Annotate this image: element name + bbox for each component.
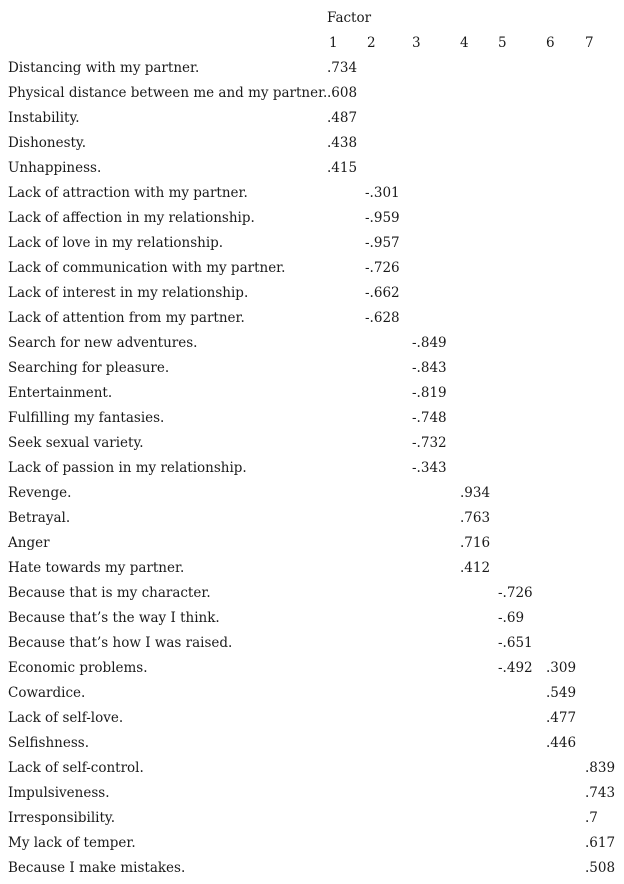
row-label: Distancing with my partner. (8, 60, 200, 76)
table-row (0, 309, 624, 334)
row-label: Lack of passion in my relationship. (8, 460, 247, 476)
row-label: Entertainment. (8, 385, 113, 401)
table-row (0, 109, 624, 134)
loading-cell-factor-7: .839 (585, 760, 616, 776)
loading-cell-factor-3: -.748 (412, 410, 447, 426)
loading-cell-factor-5: -.492 (498, 660, 533, 676)
column-header-factor-2: 2 (367, 35, 376, 51)
row-label: Betrayal. (8, 510, 71, 526)
loading-cell-factor-3: -.819 (412, 385, 447, 401)
table-row (0, 334, 624, 359)
row-label: Because that’s how I was raised. (8, 635, 233, 651)
table-row (0, 709, 624, 734)
row-label: Seek sexual variety. (8, 435, 144, 451)
column-header-factor-4: 4 (460, 35, 469, 51)
table-row (0, 459, 624, 484)
row-label: Lack of love in my relationship. (8, 235, 224, 251)
table-row (0, 409, 624, 434)
loading-cell-factor-6: .309 (546, 660, 577, 676)
loading-cell-factor-7: .743 (585, 785, 616, 801)
table-row (0, 234, 624, 259)
row-label: Lack of interest in my relationship. (8, 285, 249, 301)
row-label: Because I make mistakes. (8, 860, 186, 876)
row-label: Search for new adventures. (8, 335, 198, 351)
row-label: Because that is my character. (8, 585, 211, 601)
table-row (0, 159, 624, 184)
loading-cell-factor-5: -.651 (498, 635, 533, 651)
column-header-factor-1: 1 (329, 35, 338, 51)
row-label: My lack of temper. (8, 835, 136, 851)
loading-cell-factor-1: .734 (327, 60, 358, 76)
column-header-factor-6: 6 (546, 35, 555, 51)
row-label: Irresponsibility. (8, 810, 116, 826)
table-row (0, 84, 624, 109)
loading-cell-factor-2: -.726 (365, 260, 400, 276)
loading-cell-factor-1: .415 (327, 160, 358, 176)
table-row (0, 784, 624, 809)
loading-cell-factor-5: -.69 (498, 610, 525, 626)
row-label: Lack of attention from my partner. (8, 310, 245, 326)
loading-cell-factor-3: -.343 (412, 460, 447, 476)
column-header-factor-5: 5 (498, 35, 507, 51)
row-label: Anger (8, 535, 50, 551)
table-row (0, 809, 624, 834)
table-row (0, 284, 624, 309)
table-row (0, 684, 624, 709)
row-label: Searching for pleasure. (8, 360, 170, 376)
loading-cell-factor-4: .934 (460, 485, 491, 501)
loading-cell-factor-7: .617 (585, 835, 616, 851)
table-row (0, 734, 624, 759)
table-row (0, 634, 624, 659)
row-label: Cowardice. (8, 685, 86, 701)
row-label: Hate towards my partner. (8, 560, 185, 576)
table-row (0, 484, 624, 509)
table-row (0, 184, 624, 209)
loading-cell-factor-2: -.959 (365, 210, 400, 226)
row-label: Lack of communication with my partner. (8, 260, 286, 276)
loading-cell-factor-3: -.849 (412, 335, 447, 351)
table-row (0, 434, 624, 459)
row-label: Because that’s the way I think. (8, 610, 220, 626)
loading-cell-factor-4: .716 (460, 535, 491, 551)
factor-title: Factor (327, 10, 372, 26)
row-label: Lack of self-love. (8, 710, 124, 726)
loading-cell-factor-2: -.628 (365, 310, 400, 326)
loading-cell-factor-2: -.662 (365, 285, 400, 301)
table-row (0, 659, 624, 684)
row-label: Selfishness. (8, 735, 90, 751)
loading-cell-factor-5: -.726 (498, 585, 533, 601)
table-row (0, 134, 624, 159)
row-label: Dishonesty. (8, 135, 87, 151)
table-row (0, 559, 624, 584)
row-label: Lack of attraction with my partner. (8, 185, 248, 201)
column-header-factor-3: 3 (412, 35, 421, 51)
table-row (0, 859, 624, 884)
table-row (0, 359, 624, 384)
column-header-factor-7: 7 (585, 35, 594, 51)
loading-cell-factor-6: .549 (546, 685, 577, 701)
row-label: Unhappiness. (8, 160, 102, 176)
row-label: Economic problems. (8, 660, 148, 676)
loading-cell-factor-1: .608 (327, 85, 358, 101)
table-row (0, 59, 624, 84)
row-label: Fulfilling my fantasies. (8, 410, 165, 426)
row-label: Impulsiveness. (8, 785, 110, 801)
loading-cell-factor-6: .446 (546, 735, 577, 751)
table-row (0, 209, 624, 234)
table-row (0, 259, 624, 284)
loading-cell-factor-4: .763 (460, 510, 491, 526)
loading-cell-factor-1: .438 (327, 135, 358, 151)
row-label: Lack of affection in my relationship. (8, 210, 255, 226)
row-label: Instability. (8, 110, 80, 126)
loading-cell-factor-3: -.732 (412, 435, 447, 451)
table-row (0, 534, 624, 559)
loading-cell-factor-7: .508 (585, 860, 616, 876)
loading-cell-factor-2: -.957 (365, 235, 400, 251)
table-row (0, 584, 624, 609)
loading-cell-factor-1: .487 (327, 110, 358, 126)
loading-cell-factor-2: -.301 (365, 185, 400, 201)
row-label: Physical distance between me and my partner. (8, 85, 328, 101)
table-row (0, 509, 624, 534)
row-label: Lack of self-control. (8, 760, 144, 776)
loading-cell-factor-7: .7 (585, 810, 598, 826)
row-label: Revenge. (8, 485, 72, 501)
loading-cell-factor-3: -.843 (412, 360, 447, 376)
table-row (0, 834, 624, 859)
table-row (0, 759, 624, 784)
table-row (0, 609, 624, 634)
table-row (0, 384, 624, 409)
loading-cell-factor-4: .412 (460, 560, 491, 576)
loading-cell-factor-6: .477 (546, 710, 577, 726)
